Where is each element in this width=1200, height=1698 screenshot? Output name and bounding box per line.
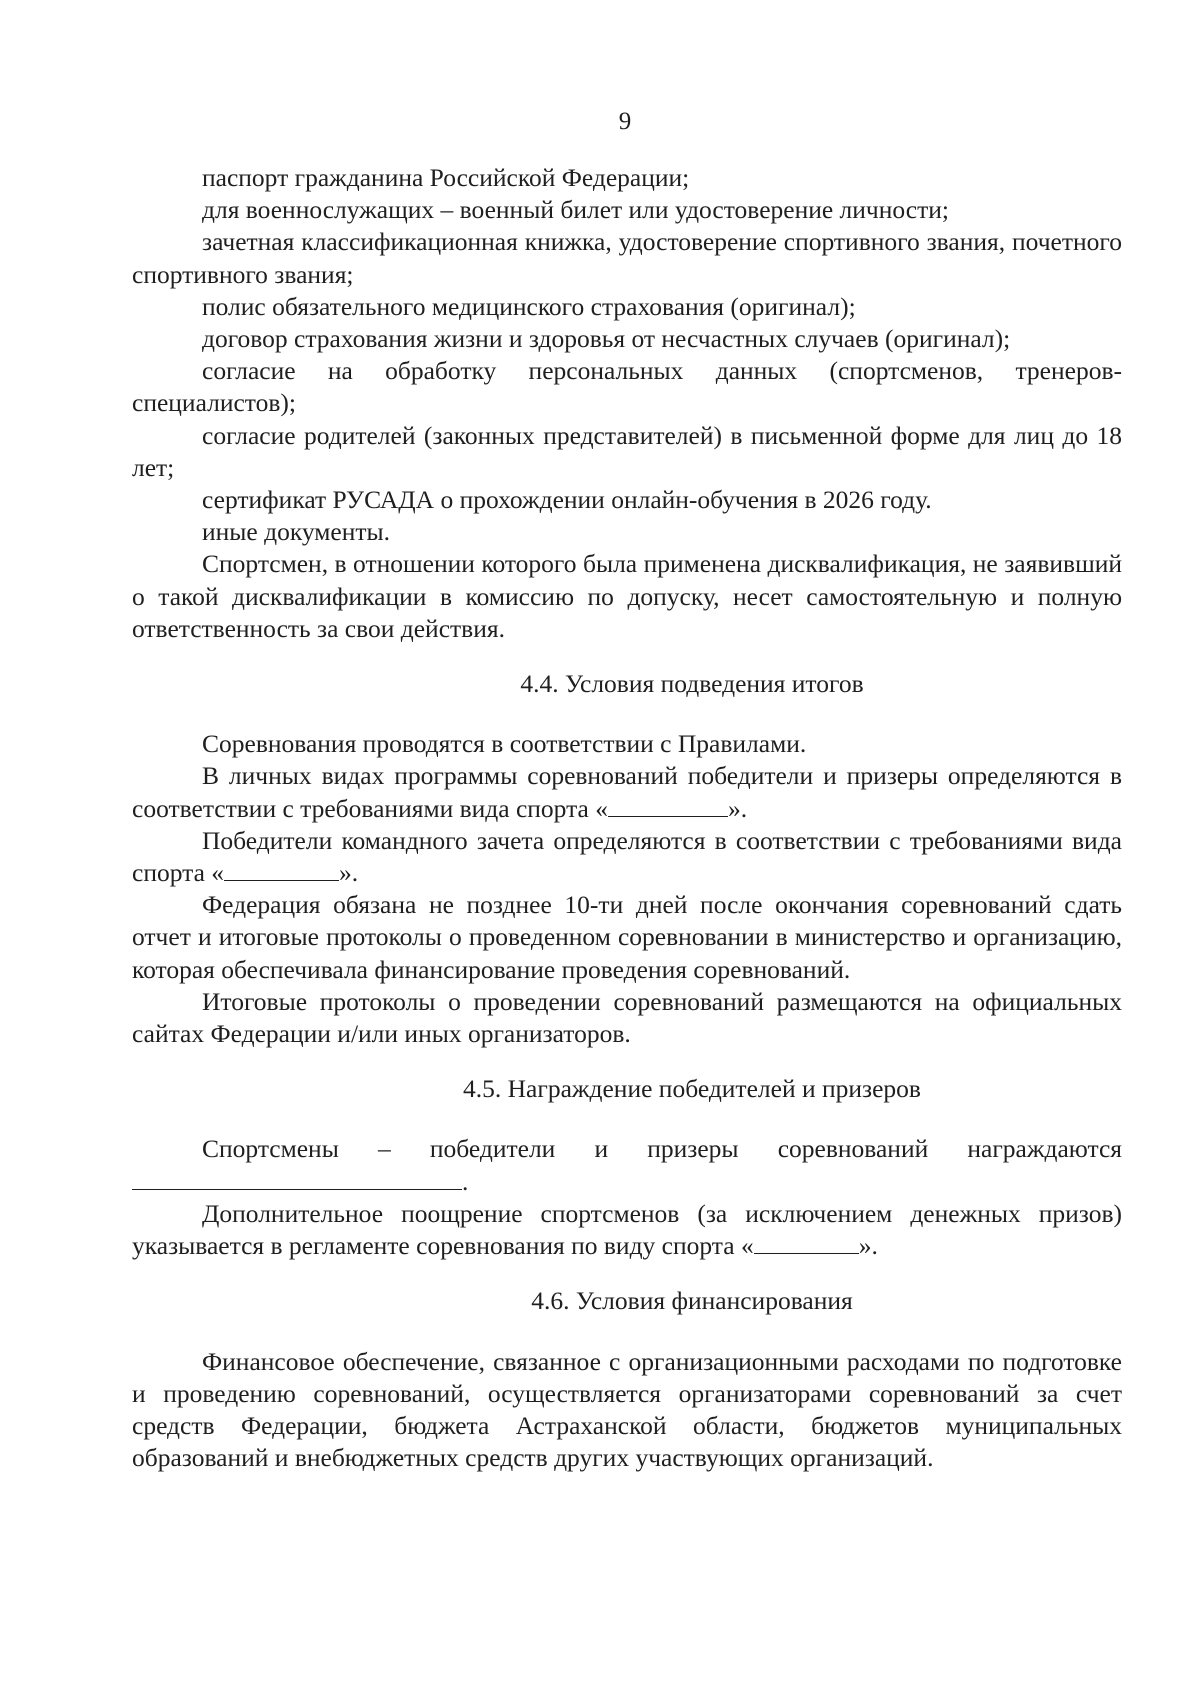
disqualification-paragraph: Спортсмен, в отношении которого была применена дисквалификация, не заявивший о такой дисквалификации в комиссию по допуску, несет самостоятельную и полную ответственность за свои действия. xyxy=(132,549,1122,643)
doc-item-personal-data-consent: согласие на обработку персональных данных (спортсменов, тренеров-специалистов); xyxy=(132,356,1122,418)
doc-item-military-id: для военнослужащих – военный билет или удостоверение личности; xyxy=(202,195,949,225)
section-4-5-p2-text: Дополнительное поощрение спортсменов (за исключением денежных призов) указывается в регламенте соревнования по виду спорта « xyxy=(132,1198,1122,1261)
section-4-4-p2-end: ». xyxy=(727,793,748,823)
section-4-4-p3-text: Победители командного зачета определяются в соответствии с требованиями вида спорта « xyxy=(132,825,1122,888)
sport-name-blank xyxy=(754,1231,859,1254)
doc-item-passport: паспорт гражданина Российской Федерации; xyxy=(202,163,690,192)
section-4-4-p1: Соревнования проводятся в соответствии с Правилами. xyxy=(202,729,807,759)
section-4-5-heading: 4.5. Награждение победителей и призеров xyxy=(463,1074,921,1104)
section-4-5-p1-line2 xyxy=(132,1166,1122,1198)
section-4-5-p2-end: ». xyxy=(858,1231,878,1261)
award-blank xyxy=(132,1167,462,1190)
section-4-5-p1-end: . xyxy=(462,1166,469,1196)
page-number: 9 xyxy=(618,108,632,135)
section-4-4-heading: 4.4. Условия подведения итогов xyxy=(520,669,864,699)
section-4-4-p2-text: В личных видах программы соревнований победители и призеры определяются в соответствии с требованиями вида спорта « xyxy=(132,761,1122,823)
section-4-4-p2 xyxy=(132,760,1122,824)
sport-name-blank xyxy=(608,794,728,817)
section-4-6-heading: 4.6. Условия финансирования xyxy=(531,1286,853,1316)
doc-item-other-documents: иные документы. xyxy=(202,517,391,547)
sport-name-blank xyxy=(224,858,339,881)
doc-item-insurance-contract: договор страхования жизни и здоровья от несчастных случаев (оригинал); xyxy=(202,324,1011,354)
doc-item-classification-book: зачетная классификационная книжка, удостоверение спортивного звания, почетного спортивного звания; xyxy=(132,227,1122,289)
document-body xyxy=(132,162,1122,1474)
section-4-5-p2 xyxy=(132,1198,1122,1262)
doc-item-rusada-certificate: сертификат РУСАДА о прохождении онлайн-обучения в 2026 году. xyxy=(202,485,932,515)
section-4-4-p3 xyxy=(132,825,1122,889)
doc-item-medical-policy: полис обязательного медицинского страхования (оригинал); xyxy=(202,291,856,321)
section-4-5-p1: Спортсмены – победители и призеры соревнований награждаются xyxy=(202,1134,1122,1164)
section-4-4-p5: Итоговые протоколы о проведении соревнований размещаются на официальных сайтах Федерации и/или иных организаторов. xyxy=(132,986,1122,1049)
doc-item-parental-consent: согласие родителей (законных представителей) в письменной форме для лиц до 18 лет; xyxy=(132,420,1122,482)
section-4-6-p1: Финансовое обеспечение, связанное с организационными расходами по подготовке и проведению соревнований, осуществляется организаторами соревнований за счет средств Федерации, бюджета Астраханской области, бюджетов муниципальных образований и внебюджетных средств других участвующих организаций. xyxy=(132,1346,1122,1473)
section-4-4-p3-end: ». xyxy=(339,858,359,888)
section-4-4-p4: Федерация обязана не позднее 10-ти дней после окончания соревнований сдать отчет и итоговые протоколы о проведенном соревновании в министерство и организацию, которая обеспечивала финансирование проведения соревнований. xyxy=(132,890,1122,984)
